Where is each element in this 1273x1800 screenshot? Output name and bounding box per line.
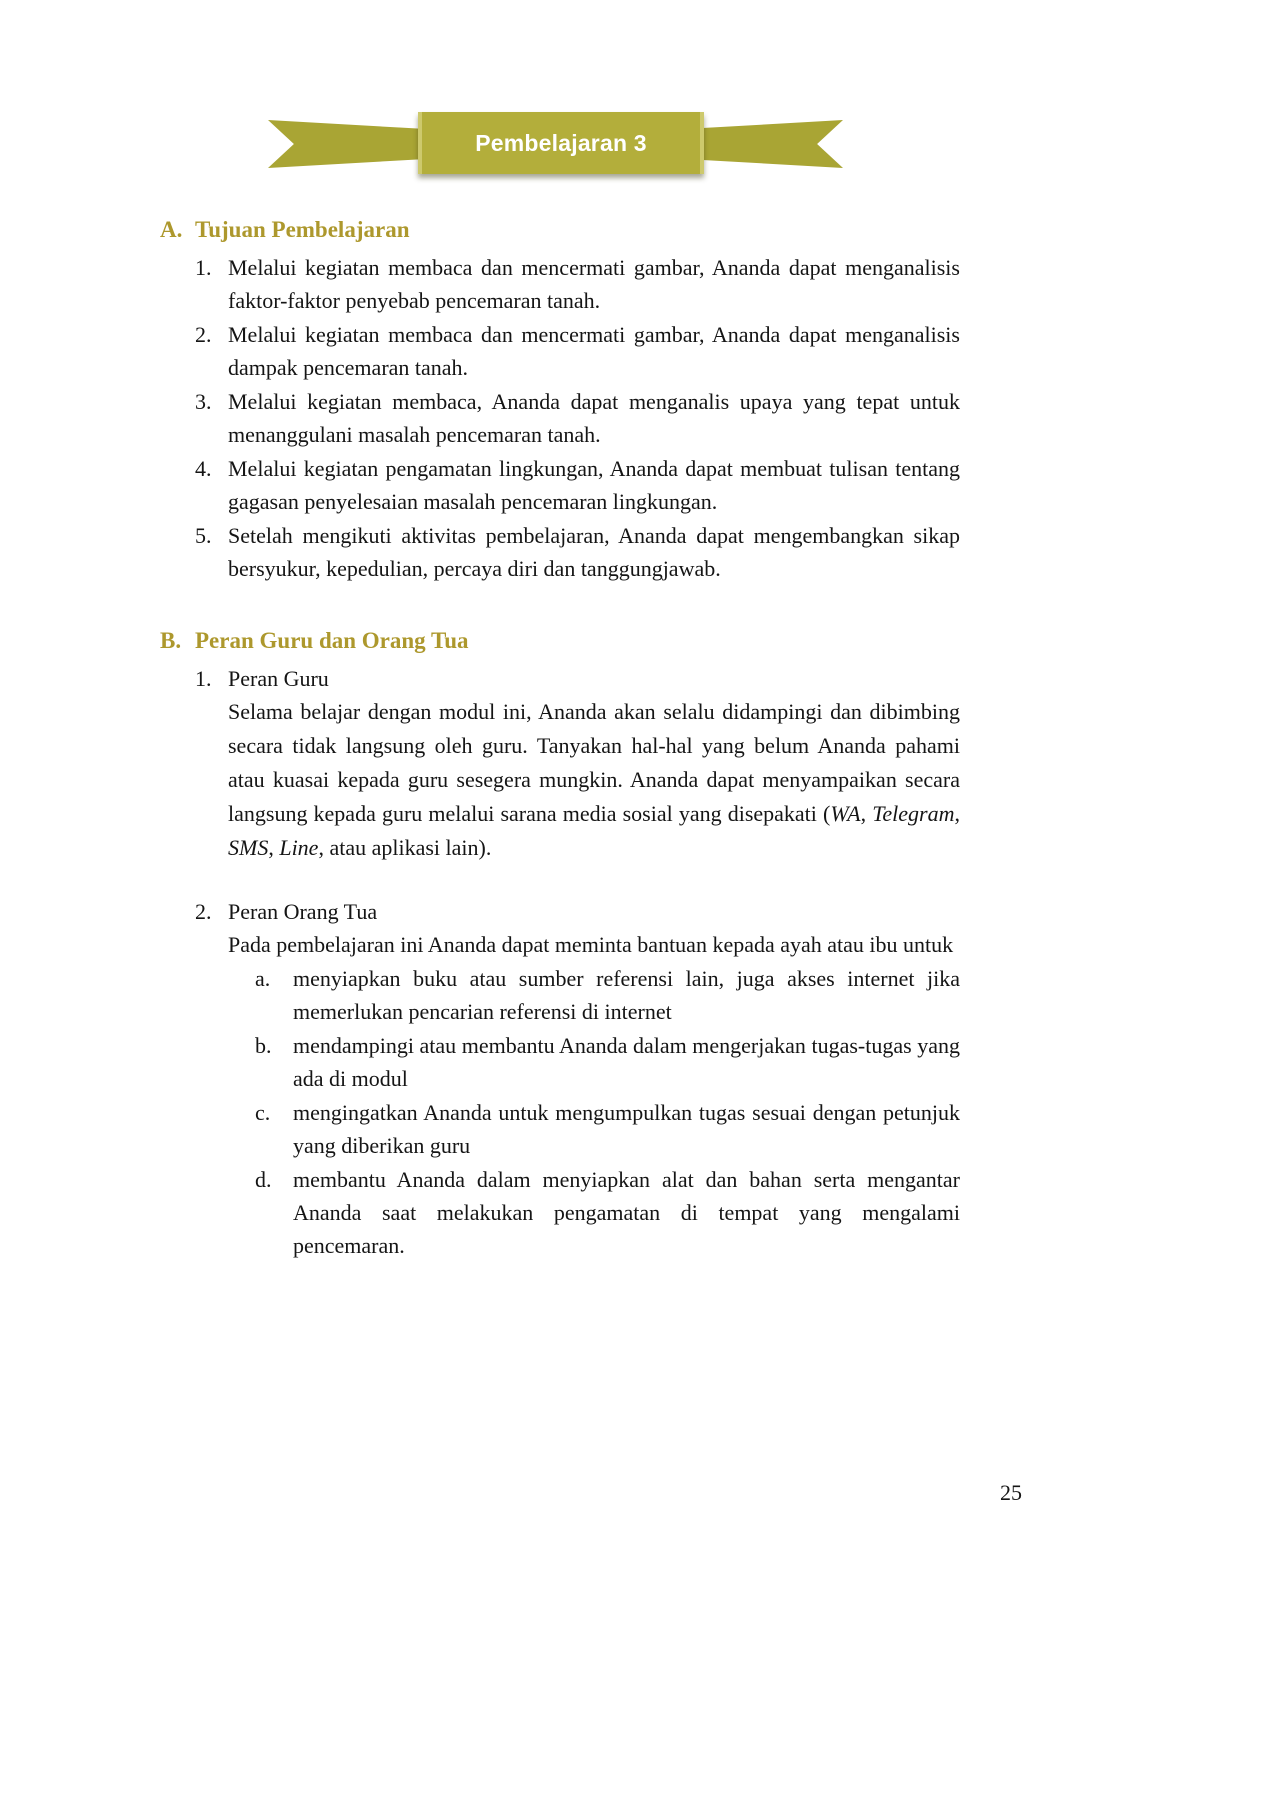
list-item-letter: b.	[255, 1033, 272, 1058]
list-item	[255, 1029, 960, 1095]
list-item-number: 2.	[195, 322, 212, 347]
section-b-heading	[160, 624, 960, 657]
italic-term-telegram: Telegram	[872, 801, 955, 826]
list-item	[195, 251, 960, 317]
subsection-title: Peran Orang Tua	[228, 899, 378, 924]
italic-term-wa: WA	[830, 801, 861, 826]
list-item	[195, 318, 960, 384]
list-item-number: 4.	[195, 456, 212, 481]
subsection-number: 1.	[195, 666, 212, 691]
spacer	[160, 586, 960, 624]
subsection-number: 2.	[195, 899, 212, 924]
list-item-text: membantu Ananda dalam menyiapkan alat dan bahan serta mengantar Ananda saat melakukan pengamatan di tempat yang mengalami pencemaran.	[293, 1167, 960, 1258]
banner-title-box	[418, 112, 704, 174]
list-item	[195, 519, 960, 585]
banner-title: Pembelajaran 3	[475, 129, 647, 156]
list-item	[255, 962, 960, 1028]
section-a-heading	[160, 213, 960, 246]
list-item-letter: a.	[255, 966, 271, 991]
list-item-text: mendampingi atau membantu Ananda dalam mengerjakan tugas-tugas yang ada di modul	[293, 1033, 960, 1091]
section-b-title: Peran Guru dan Orang Tua	[195, 628, 469, 653]
section-a-label: A.	[160, 217, 183, 242]
text-segment: ,	[860, 801, 873, 826]
text-segment: Selama belajar dengan modul ini, Ananda akan selalu didampingi dan dibimbing secara tidak langsung oleh guru. Tanyakan hal-hal yang belum Ananda pahami atau kuasai kepada guru sesegera mungkin. Ananda dapat menyampaikan secara langsung kepada guru melalui sarana media sosial yang disepakati (	[228, 699, 960, 826]
section-a-list	[195, 251, 960, 585]
list-item	[255, 1096, 960, 1162]
spacer	[160, 865, 960, 895]
page-content	[160, 213, 960, 1263]
list-item-text: mengingatkan Ananda untuk mengumpulkan tugas sesuai dengan petunjuk yang diberikan guru	[293, 1100, 960, 1158]
subsection-guru-title-row	[195, 662, 960, 695]
list-item	[195, 452, 960, 518]
list-item-text: menyiapkan buku atau sumber referensi lain, juga akses internet jika memerlukan pencarian referensi di internet	[293, 966, 960, 1024]
italic-term-sms: SMS	[228, 835, 269, 860]
subsection-title: Peran Guru	[228, 666, 329, 691]
text-segment: ,	[268, 835, 280, 860]
lesson-banner	[268, 112, 843, 178]
list-item-number: 5.	[195, 523, 212, 548]
page-number: 25	[1000, 1480, 1022, 1505]
italic-term-line: Line	[279, 835, 319, 860]
list-item-text: Melalui kegiatan pengamatan lingkungan, Ananda dapat membuat tulisan tentang gagasan penyelesaian masalah pencemaran lingkungan.	[228, 456, 960, 514]
text-segment: ,	[954, 801, 960, 826]
list-item-number: 3.	[195, 389, 212, 414]
list-item	[195, 385, 960, 451]
list-item-number: 1.	[195, 255, 212, 280]
orangtua-letter-list	[255, 962, 960, 1262]
list-item	[255, 1163, 960, 1262]
subsection-orangtua-title-row	[195, 895, 960, 928]
list-item-text: Melalui kegiatan membaca dan mencermati gambar, Ananda dapat menganalisis faktor-faktor penyebab pencemaran tanah.	[228, 255, 960, 313]
list-item-letter: d.	[255, 1167, 272, 1192]
orangtua-intro: Pada pembelajaran ini Ananda dapat meminta bantuan kepada ayah atau ibu untuk	[228, 932, 954, 957]
text-segment: , atau aplikasi lain).	[318, 835, 492, 860]
list-item-text: Setelah mengikuti aktivitas pembelajaran, Ananda dapat mengembangkan sikap bersyukur, kepedulian, percaya diri dan tanggungjawab.	[228, 523, 960, 581]
list-item-letter: c.	[255, 1100, 271, 1125]
section-b-label: B.	[160, 628, 182, 653]
guru-paragraph	[228, 695, 960, 865]
section-a-title: Tujuan Pembelajaran	[195, 217, 410, 242]
list-item-text: Melalui kegiatan membaca, Ananda dapat menganalis upaya yang tepat untuk menanggulani masalah pencemaran tanah.	[228, 389, 960, 447]
list-item-text: Melalui kegiatan membaca dan mencermati gambar, Ananda dapat menganalisis dampak pencemaran tanah.	[228, 322, 960, 380]
